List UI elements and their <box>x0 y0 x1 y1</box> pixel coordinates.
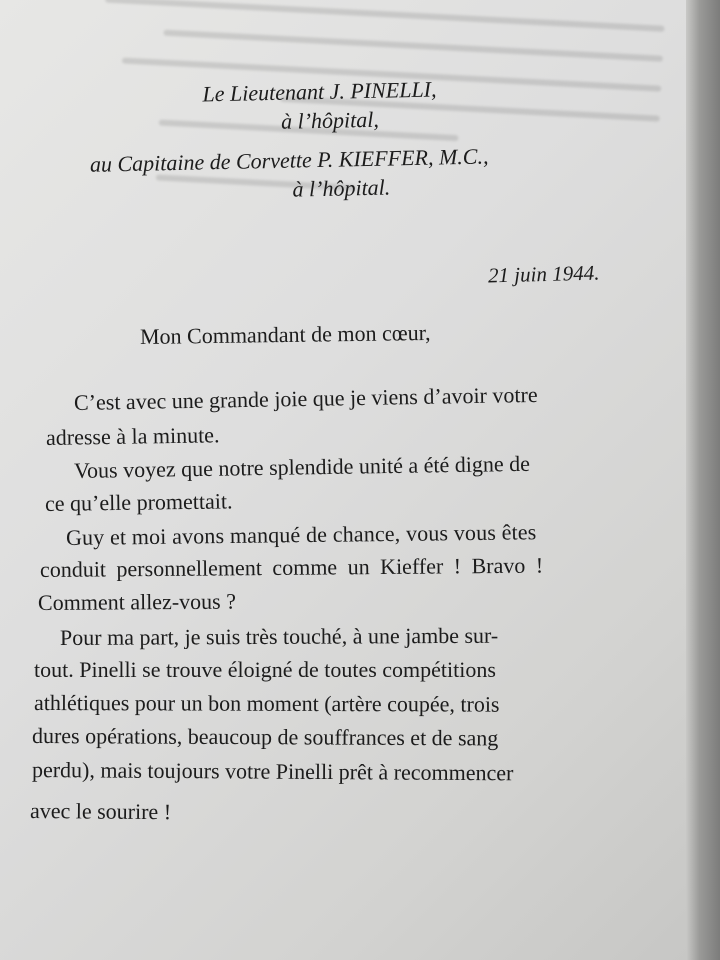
page-edge-shadow <box>686 0 720 960</box>
body-line: tout. Pinelli se trouve éloigné de toutes compétitions <box>34 657 496 682</box>
body-line: Guy et moi avons manqué de chance, vous vous êtes <box>65 519 537 550</box>
body-line: conduit personnellement comme un Kieffer ! Bravo ! <box>39 552 544 582</box>
body-line: avec le sourire ! <box>29 798 172 825</box>
body-line: perdu), mais toujours votre Pinelli prêt à recommencer <box>31 757 514 786</box>
letter-date: 21 juin 1944. <box>487 260 600 288</box>
address-recipient-location: à l’hôpital. <box>292 174 391 202</box>
body-line: ce qu’elle promettait. <box>44 488 233 516</box>
body-line: Comment allez-vous ? <box>37 588 237 615</box>
body-line: dures opérations, beaucoup de souffrances et de sang <box>31 723 499 751</box>
body-line: athlétiques pour un bon moment (artère coupée, trois <box>33 690 500 717</box>
address-sender-location: à l’hôpital, <box>280 106 380 134</box>
body-line: C’est avec une grande joie que je viens d’avoir votre <box>73 381 538 415</box>
address-recipient: au Capitaine de Corvette P. KIEFFER, M.C., <box>89 143 489 177</box>
body-line: Pour ma part, je suis très touché, à une jambe sur- <box>59 622 499 650</box>
body-line: adresse à la minute. <box>45 422 220 450</box>
address-sender: Le Lieutenant J. PINELLI, <box>202 76 437 107</box>
body-line: Vous voyez que notre splendide unité a été digne de <box>73 450 531 483</box>
letter-salutation: Mon Commandant de mon cœur, <box>139 319 431 350</box>
